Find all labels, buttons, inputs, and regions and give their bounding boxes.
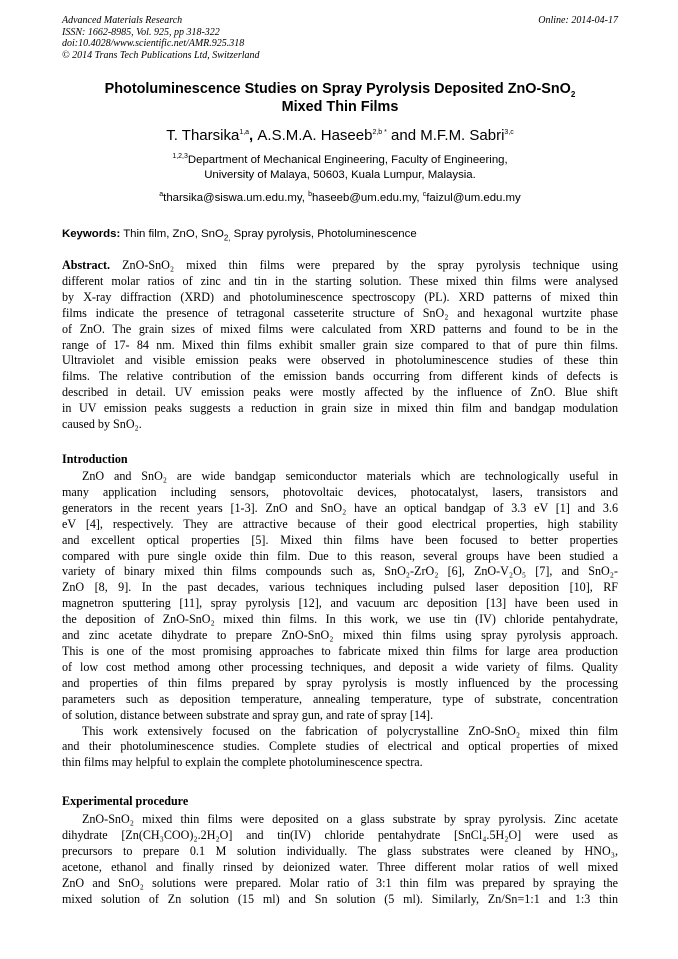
author-3-affil: 3,c	[504, 129, 514, 136]
intro-line: magnetron sputtering [11], spray pyrolysis [12], and vacuum arc deposition [13] have been used in	[62, 596, 618, 611]
exp-line: acetone, ethanol and finally rinsed by deionized water. Three different molar ratios of well mixed	[62, 859, 618, 874]
email-list	[62, 191, 618, 206]
intro-line: compared with pure single oxide thin film. Due to this reason, several groups have been studied a	[62, 548, 618, 563]
intro-line: thin films may helpful to explain the complete photoluminescence spectra.	[62, 755, 423, 770]
keywords	[62, 227, 618, 242]
author-2: A.S.M.A. Haseeb	[257, 127, 373, 144]
intro-line: of low cost method among other processing techniques, and deposit a wide variety of films. Quality	[62, 659, 618, 674]
section-heading-experimental: Experimental procedure	[62, 794, 189, 808]
author-list	[62, 126, 618, 146]
abstract-line: range of 17- 84 nm. Mixed thin films exhibit smaller grain size compared to that of pure thin films.	[62, 337, 618, 352]
abstract	[62, 258, 618, 433]
affiliation-line-1: Department of Mechanical Engineering, Faculty of Engineering,	[187, 154, 508, 166]
intro-line: This work extensively focused on the fabrication of polycrystalline ZnO-SnO₂ mixed thin film	[82, 723, 618, 738]
abstract-line: of ZnO. The grain sizes of mixed films were calculated from XRD patterns and found to be in the	[62, 321, 618, 336]
exp-line: ZnO-SnO₂ mixed thin films were deposited on a glass substrate by spray pyrolysis. Zinc acetate	[82, 812, 618, 826]
abstract-line: Ultraviolet and visible emission peaks were observed in photoluminescence studies of these thin	[62, 353, 618, 368]
title-line-1: Photoluminescence Studies on Spray Pyrolysis Deposited ZnO-SnO	[104, 81, 571, 97]
journal-name: Advanced Materials Research	[62, 15, 183, 26]
author-sep-1: ,	[249, 127, 258, 144]
author-3: M.F.M. Sabri	[420, 127, 505, 144]
exp-line: precursors to prepare 0.1 M solution individually. The glass substrates were cleaned by HNO₃,	[62, 843, 618, 858]
email-a[interactable]: tharsika@siswa.um.edu.my,	[163, 192, 309, 204]
abstract-line: films indicate the presence of tetragonal casseterite structure of SnO₂ and hexagonal wurtzite phase	[62, 305, 618, 320]
title-subscript: 2	[570, 89, 576, 99]
intro-line: generators in the recent years [1-3]. ZnO and SnO₂ have an optical bandgap of 3.3 eV [1] and 3.6	[62, 500, 618, 515]
intro-line: the deposition of ZnO-SnO₂ mixed thin films. In this work, we use tin (IV) chloride pentahydrate,	[62, 612, 618, 627]
section-heading-introduction: Introduction	[62, 452, 128, 466]
abstract-line: by X-ray diffraction (XRD) and photoluminescence spectroscopy (PL). XRD patterns of mixed thin	[62, 289, 618, 304]
author-2-affil: 2,b *	[372, 129, 387, 136]
intro-line: parameters such as deposition temperature, annealing temperature, type of substrate, concentration	[62, 691, 618, 706]
keywords-sub: 2,	[223, 233, 231, 243]
abstract-line	[62, 258, 618, 274]
title-line-2: Mixed Thin Films	[281, 99, 399, 115]
abstract-label: Abstract.	[62, 258, 111, 272]
intro-line: eV [4], respectively. They are attractive because of their good electrical properties, high stability	[62, 516, 618, 531]
abstract-line-text: ZnO-SnO₂ mixed thin films were prepared by the spray pyrolysis technique using	[110, 258, 618, 272]
abstract-line: described in detail. UV emission peaks were mostly affected by the influence of ZnO. Blue shift	[62, 385, 618, 400]
intro-line: of solution, distance between substrate and spray gun, and rate of spray [14].	[62, 707, 434, 722]
email-a-sup: a	[159, 191, 164, 199]
email-b-sup: b	[308, 191, 312, 199]
experimental-body	[62, 812, 618, 907]
abstract-line: different molar ratios of zinc and tin in the starting solution. These mixed thin films were analysed	[62, 273, 618, 288]
author-sep-2: and	[386, 127, 421, 144]
affiliation-sup: 1,2,3	[172, 153, 188, 161]
keywords-text: Thin film, ZnO, SnO	[120, 228, 224, 240]
issn-line: ISSN: 1662-8985, Vol. 925, pp 318-322	[62, 26, 220, 38]
journal-header	[62, 15, 618, 61]
exp-line: ZnO and SnO₂ solutions were prepared. Molar ratio of 3:1 thin film was prepared by spraying the	[62, 875, 618, 890]
introduction-body	[62, 469, 618, 771]
intro-line: variety of binary mixed thin films compounds such as, SnO₂-ZrO₂ [6], ZnO-V₂O₅ [7], and SnO₂-	[62, 564, 618, 579]
doi-line[interactable]: doi:10.4028/www.scientific.net/AMR.925.318	[62, 38, 245, 49]
email-c[interactable]: faizul@um.edu.my	[426, 192, 521, 204]
affiliation	[62, 153, 618, 183]
email-b[interactable]: haseeb@um.edu.my,	[311, 192, 423, 204]
email-c-sup: c	[422, 191, 427, 199]
keywords-label: Keywords:	[62, 228, 121, 240]
intro-line: many application including sensors, photovoltaic devices, photocatalyst, lasers, transistors and	[62, 484, 618, 499]
intro-line: and zinc acetate dihydrate to prepare ZnO-SnO₂ mixed thin films using spray pyrolysis approach.	[62, 628, 618, 643]
abstract-line: caused by SnO₂.	[62, 417, 142, 432]
exp-line: dihydrate [Zn(CH₃COO)₂.2H₂O] and tin(IV) chloride pentahydrate [SnCl₄.5H₂O] were used as	[62, 827, 618, 842]
affiliation-line-2: University of Malaya, 50603, Kuala Lumpur, Malaysia.	[204, 169, 476, 181]
intro-line: and excellent optical properties [5]. Mixed thin films have been focused to better properties	[62, 532, 618, 547]
keywords-text-end: Spray pyrolysis, Photoluminescence	[230, 228, 417, 240]
intro-line: ZnO [8, 9]. In the past decades, various techniques including pulsed laser deposition [10], RF	[62, 580, 618, 595]
exp-line: mixed solution of Zn solution (15 ml) and Sn solution (5 ml). Similarly, Zn/Sn=1:1 and 1:3 thin	[62, 891, 618, 906]
intro-line: ZnO and SnO₂ are wide bandgap semiconductor materials which are technologically useful in	[82, 469, 618, 483]
abstract-line: in UV emission peaks suggests a reduction in grain size in mixed thin film and bandgap modulation	[62, 401, 618, 416]
author-1: T. Tharsika	[166, 127, 240, 144]
copyright-line: © 2014 Trans Tech Publications Ltd, Switzerland	[62, 49, 260, 61]
author-1-affil: 1,a	[239, 129, 250, 136]
paper-title	[62, 80, 618, 116]
online-date: Online: 2014-04-17	[538, 15, 618, 26]
abstract-line: films. The relative contribution of the emission bands occurring from different kinds of defects is	[62, 369, 618, 384]
intro-line: and properties of thin films prepared by spray pyrolysis is mostly influenced by the processing	[62, 675, 618, 690]
intro-line: and their photoluminescence studies. Complete studies of electrical and optical properties of mixed	[62, 739, 618, 754]
intro-line: This is one of the most promising approaches to fabricate mixed thin films for large area production	[62, 643, 618, 658]
